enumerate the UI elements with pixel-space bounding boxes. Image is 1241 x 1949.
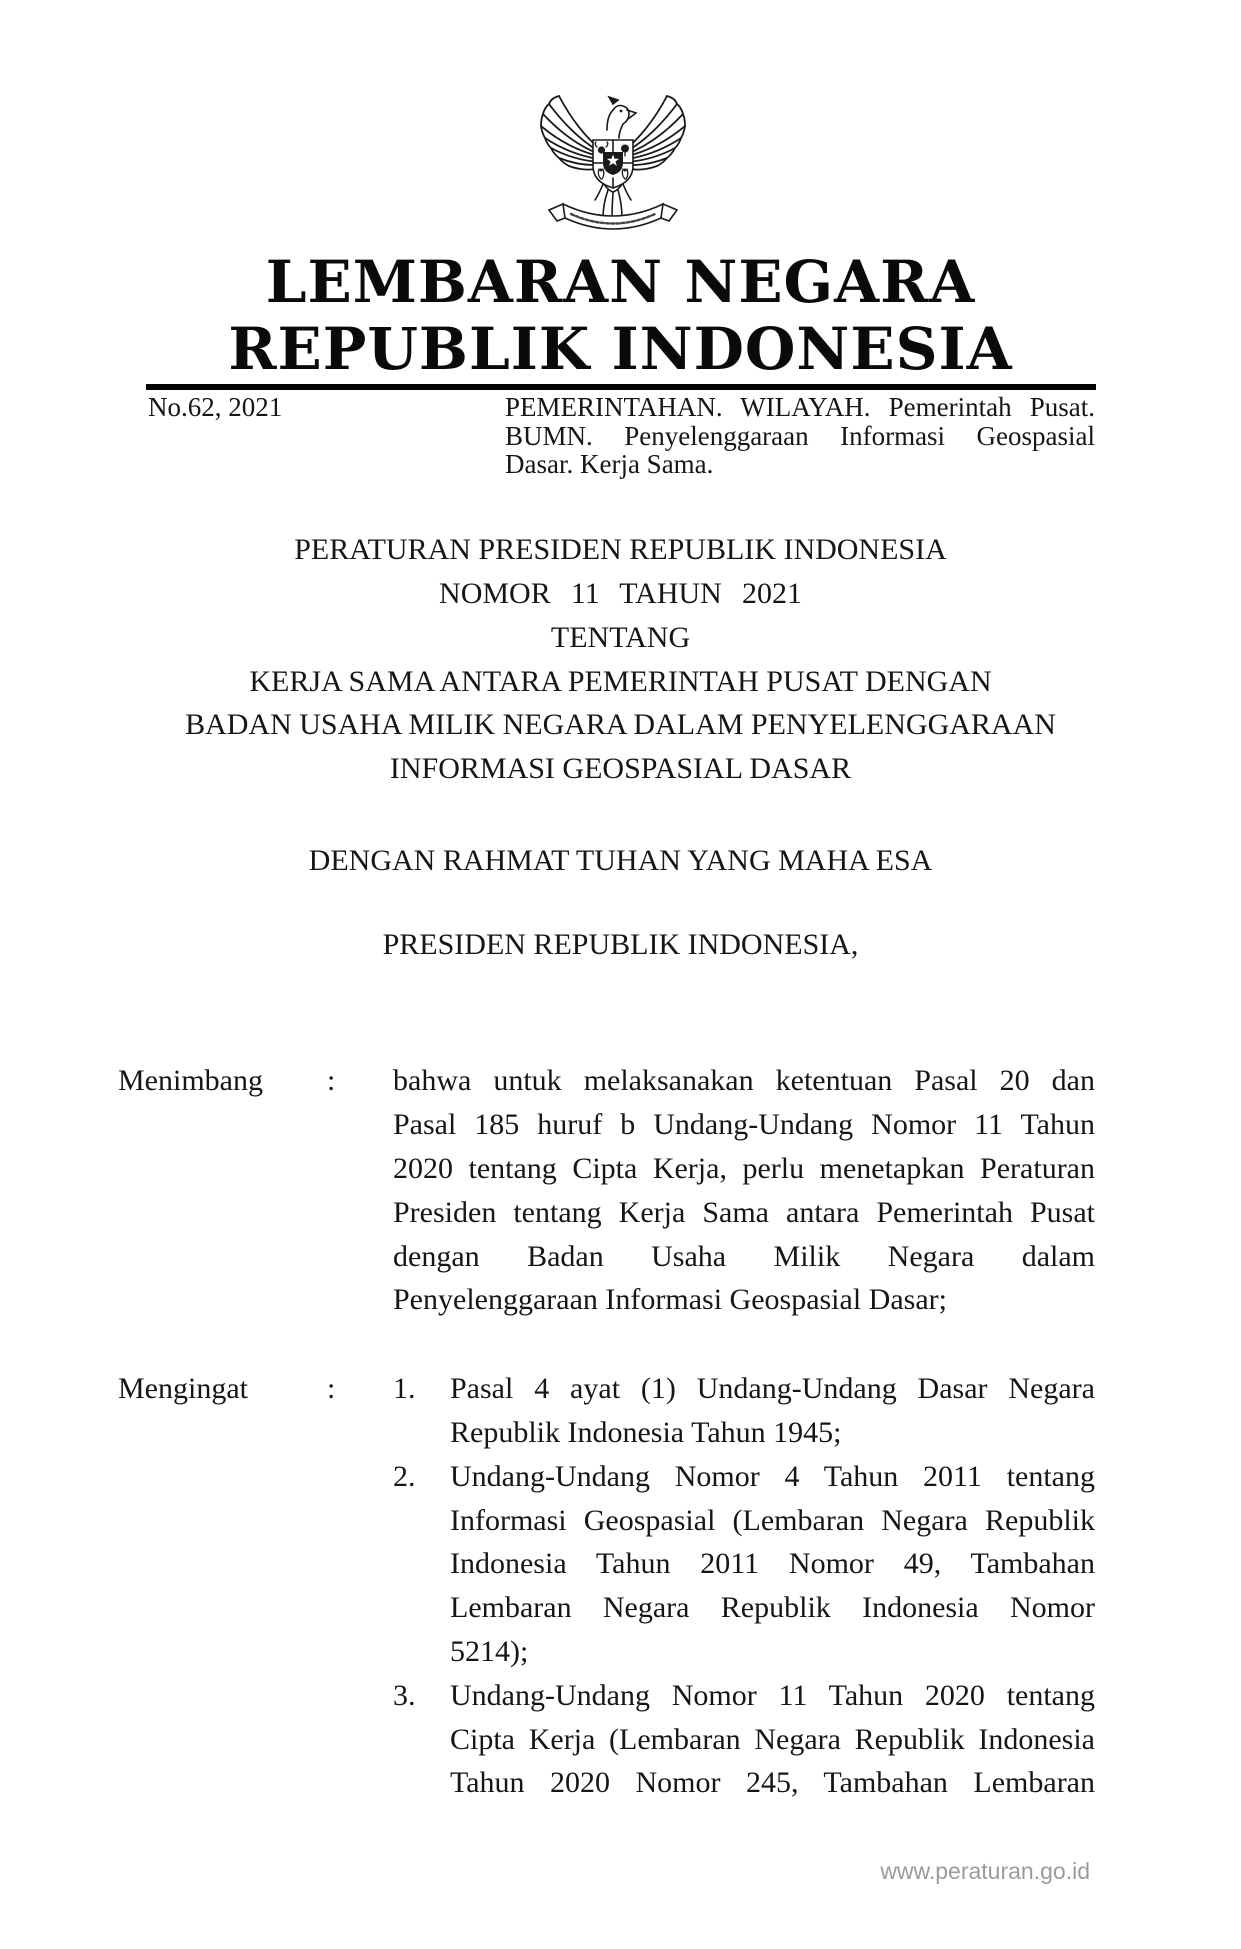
menimbang-line: Presiden tentang Kerja Sama antara Pemerintah Pusat xyxy=(393,1195,1095,1229)
mengingat-line: Informasi Geospasial (Lembaran Negara Republik xyxy=(450,1503,1095,1537)
mengingat-line: Tahun 2020 Nomor 245, Tambahan Lembaran xyxy=(450,1766,1095,1800)
mengingat-list xyxy=(393,1367,1095,1805)
menimbang-colon: : xyxy=(327,1064,336,1098)
mengingat-line: Pasal 4 ayat (1) Undang-Undang Dasar Negara xyxy=(450,1372,1095,1406)
mengingat-line: Cipta Kerja (Lembaran Negara Republik Indonesia xyxy=(450,1722,1095,1756)
title-line: INFORMASI GEOSPASIAL DASAR xyxy=(389,752,852,786)
item-text xyxy=(450,1455,1095,1674)
item-text xyxy=(450,1674,1095,1805)
edition-number: No.62, 2021 xyxy=(148,392,283,422)
item-number: 2. xyxy=(393,1459,416,1493)
mengingat-item xyxy=(393,1455,1095,1674)
mengingat-colon: : xyxy=(327,1372,336,1406)
menimbang-line: Pasal 185 huruf b Undang-Undang Nomor 11 Tahun xyxy=(393,1108,1095,1142)
title-line-number: NOMOR 11 TAHUN 2021 xyxy=(439,576,802,610)
right-wing xyxy=(625,96,685,170)
regulation-title xyxy=(0,528,1241,791)
mengingat-item xyxy=(393,1367,1095,1455)
mengingat-line: Lembaran Negara Republik Indonesia Nomor xyxy=(450,1591,1095,1625)
menimbang-label: Menimbang xyxy=(118,1064,263,1098)
left-wing xyxy=(541,96,601,170)
item-number: 3. xyxy=(393,1678,416,1712)
menimbang-line: Penyelenggaraan Informasi Geospasial Dasar; xyxy=(393,1283,947,1317)
menimbang-line: 2020 tentang Cipta Kerja, perlu menetapkan Peraturan xyxy=(393,1152,1095,1186)
title-line: TENTANG xyxy=(550,620,691,654)
masthead-line-2: REPUBLIK INDONESIA xyxy=(228,315,1013,383)
abstract-line: PEMERINTAHAN. WILAYAH. Pemerintah Pusat. xyxy=(505,392,1095,422)
motto-ribbon xyxy=(549,204,677,229)
garuda-pancasila-emblem-icon xyxy=(537,86,689,244)
mengingat-item xyxy=(393,1674,1095,1805)
title-line: KERJA SAMA ANTARA PEMERINTAH PUSAT DENGAN xyxy=(249,664,992,698)
invocation-line: DENGAN RAHMAT TUHAN YANG MAHA ESA xyxy=(308,843,933,877)
menimbang-line: dengan Badan Usaha Milik Negara dalam xyxy=(393,1239,1095,1273)
title-line: BADAN USAHA MILIK NEGARA DALAM PENYELENGGARAAN xyxy=(185,708,1056,742)
head xyxy=(607,97,636,138)
menimbang-line: bahwa untuk melaksanakan ketentuan Pasal 20 dan xyxy=(393,1064,1095,1098)
mengingat-line: Undang-Undang Nomor 11 Tahun 2020 tentang xyxy=(450,1678,1095,1712)
mengingat-line: Undang-Undang Nomor 4 Tahun 2011 tentang xyxy=(450,1459,1095,1493)
mengingat-section xyxy=(0,1367,1241,1805)
mengingat-line: Indonesia Tahun 2011 Nomor 49, Tambahan xyxy=(450,1547,1095,1581)
mengingat-label: Mengingat xyxy=(118,1372,248,1406)
pancasila-shield xyxy=(593,140,633,188)
title-line: PERATURAN PRESIDEN REPUBLIK INDONESIA xyxy=(294,533,947,567)
mengingat-line: Republik Indonesia Tahun 1945; xyxy=(450,1416,842,1450)
abstract-line: Dasar. Kerja Sama. xyxy=(505,449,714,480)
abstract-line: BUMN. Penyelenggaraan Informasi Geospasial xyxy=(505,420,1095,451)
subject-abstract xyxy=(505,393,1095,479)
item-number: 1. xyxy=(393,1372,416,1406)
enacting-authority-line: PRESIDEN REPUBLIK INDONESIA, xyxy=(382,927,859,961)
masthead-line-1: LEMBARAN NEGARA xyxy=(265,248,976,316)
masthead-title xyxy=(0,249,1241,383)
mengingat-line: 5214); xyxy=(450,1635,529,1669)
footer-url: www.peraturan.go.id xyxy=(880,1858,1090,1884)
frontispiece-row xyxy=(0,390,1241,479)
item-text xyxy=(450,1367,1095,1455)
menimbang-text xyxy=(393,1059,1095,1322)
menimbang-section xyxy=(0,1059,1241,1322)
